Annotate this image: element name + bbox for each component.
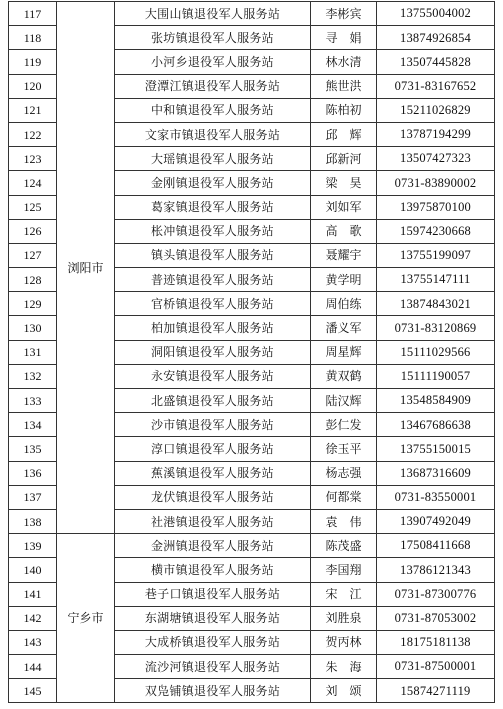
contact-phone: 15874271119 bbox=[377, 679, 495, 703]
row-number: 121 bbox=[9, 98, 57, 122]
row-number: 128 bbox=[9, 268, 57, 292]
station-name: 巷子口镇退役军人服务站 bbox=[115, 582, 311, 606]
contact-phone: 13548584909 bbox=[377, 389, 495, 413]
contact-phone: 13874843021 bbox=[377, 292, 495, 316]
area-cell: 浏阳市 bbox=[57, 2, 115, 534]
contact-person: 陈柏初 bbox=[311, 98, 377, 122]
station-name: 横市镇退役军人服务站 bbox=[115, 558, 311, 582]
contact-person: 熊世洪 bbox=[311, 74, 377, 98]
row-number: 137 bbox=[9, 485, 57, 509]
contact-phone: 0731-83167652 bbox=[377, 74, 495, 98]
contact-person: 徐玉平 bbox=[311, 437, 377, 461]
service-station-table bbox=[8, 1, 495, 703]
row-number: 140 bbox=[9, 558, 57, 582]
station-name: 金刚镇退役军人服务站 bbox=[115, 171, 311, 195]
contact-person: 杨志强 bbox=[311, 461, 377, 485]
row-number: 120 bbox=[9, 74, 57, 98]
station-name: 社港镇退役军人服务站 bbox=[115, 509, 311, 533]
contact-person: 梁 昊 bbox=[311, 171, 377, 195]
contact-person: 陆汉辉 bbox=[311, 389, 377, 413]
contact-person: 朱 海 bbox=[311, 655, 377, 679]
row-number: 134 bbox=[9, 413, 57, 437]
contact-phone: 15974230668 bbox=[377, 219, 495, 243]
row-number: 132 bbox=[9, 364, 57, 388]
contact-phone: 18175181138 bbox=[377, 630, 495, 654]
station-name: 东湖塘镇退役军人服务站 bbox=[115, 606, 311, 630]
row-number: 133 bbox=[9, 389, 57, 413]
contact-person: 邱 辉 bbox=[311, 122, 377, 146]
contact-phone: 0731-87300776 bbox=[377, 582, 495, 606]
station-name: 沙市镇退役军人服务站 bbox=[115, 413, 311, 437]
row-number: 142 bbox=[9, 606, 57, 630]
contact-phone: 13975870100 bbox=[377, 195, 495, 219]
contact-person: 宋 江 bbox=[311, 582, 377, 606]
contact-person: 寻 娟 bbox=[311, 26, 377, 50]
contact-phone: 0731-87500001 bbox=[377, 655, 495, 679]
station-name: 蕉溪镇退役军人服务站 bbox=[115, 461, 311, 485]
contact-phone: 13787194299 bbox=[377, 122, 495, 146]
row-number: 126 bbox=[9, 219, 57, 243]
row-number: 131 bbox=[9, 340, 57, 364]
station-name: 大围山镇退役军人服务站 bbox=[115, 2, 311, 26]
station-name: 洞阳镇退役军人服务站 bbox=[115, 340, 311, 364]
contact-phone: 13907492049 bbox=[377, 509, 495, 533]
station-name: 镇头镇退役军人服务站 bbox=[115, 243, 311, 267]
row-number: 130 bbox=[9, 316, 57, 340]
contact-phone: 13755150015 bbox=[377, 437, 495, 461]
station-name: 龙伏镇退役军人服务站 bbox=[115, 485, 311, 509]
contact-phone: 13874926854 bbox=[377, 26, 495, 50]
row-number: 117 bbox=[9, 2, 57, 26]
contact-phone: 15111029566 bbox=[377, 340, 495, 364]
row-number: 129 bbox=[9, 292, 57, 316]
station-name: 北盛镇退役军人服务站 bbox=[115, 389, 311, 413]
contact-phone: 0731-83550001 bbox=[377, 485, 495, 509]
contact-person: 周星辉 bbox=[311, 340, 377, 364]
contact-phone: 0731-87053002 bbox=[377, 606, 495, 630]
station-name: 双凫铺镇退役军人服务站 bbox=[115, 679, 311, 703]
contact-person: 高 歌 bbox=[311, 219, 377, 243]
contact-person: 陈茂盛 bbox=[311, 534, 377, 558]
row-number: 145 bbox=[9, 679, 57, 703]
row-number: 139 bbox=[9, 534, 57, 558]
area-cell: 宁乡市 bbox=[57, 534, 115, 703]
station-name: 文家市镇退役军人服务站 bbox=[115, 122, 311, 146]
station-name: 官桥镇退役军人服务站 bbox=[115, 292, 311, 316]
row-number: 127 bbox=[9, 243, 57, 267]
row-number: 135 bbox=[9, 437, 57, 461]
row-number: 124 bbox=[9, 171, 57, 195]
contact-person: 黄双鹤 bbox=[311, 364, 377, 388]
row-number: 143 bbox=[9, 630, 57, 654]
contact-person: 周伯练 bbox=[311, 292, 377, 316]
contact-phone: 13755147111 bbox=[377, 268, 495, 292]
contact-person: 刘如军 bbox=[311, 195, 377, 219]
table-row bbox=[9, 534, 495, 558]
table-row bbox=[9, 2, 495, 26]
table-body bbox=[9, 2, 495, 703]
contact-phone: 13786121343 bbox=[377, 558, 495, 582]
station-name: 小河乡退役军人服务站 bbox=[115, 50, 311, 74]
contact-phone: 17508411668 bbox=[377, 534, 495, 558]
contact-phone: 13755004002 bbox=[377, 2, 495, 26]
contact-phone: 0731-83120869 bbox=[377, 316, 495, 340]
row-number: 122 bbox=[9, 122, 57, 146]
station-name: 张坊镇退役军人服务站 bbox=[115, 26, 311, 50]
contact-person: 刘 颂 bbox=[311, 679, 377, 703]
row-number: 141 bbox=[9, 582, 57, 606]
contact-person: 刘胜泉 bbox=[311, 606, 377, 630]
contact-phone: 0731-83890002 bbox=[377, 171, 495, 195]
contact-phone: 13467686638 bbox=[377, 413, 495, 437]
contact-person: 何都棠 bbox=[311, 485, 377, 509]
contact-person: 邱新河 bbox=[311, 147, 377, 171]
station-name: 大成桥镇退役军人服务站 bbox=[115, 630, 311, 654]
station-name: 淳口镇退役军人服务站 bbox=[115, 437, 311, 461]
row-number: 123 bbox=[9, 147, 57, 171]
contact-person: 彭仁发 bbox=[311, 413, 377, 437]
station-name: 澄潭江镇退役军人服务站 bbox=[115, 74, 311, 98]
contact-phone: 15111190057 bbox=[377, 364, 495, 388]
station-name: 金洲镇退役军人服务站 bbox=[115, 534, 311, 558]
contact-phone: 13687316609 bbox=[377, 461, 495, 485]
contact-phone: 13755199097 bbox=[377, 243, 495, 267]
contact-person: 潘义军 bbox=[311, 316, 377, 340]
station-name: 柏加镇退役军人服务站 bbox=[115, 316, 311, 340]
station-name: 永安镇退役军人服务站 bbox=[115, 364, 311, 388]
station-name: 中和镇退役军人服务站 bbox=[115, 98, 311, 122]
contact-person: 袁 伟 bbox=[311, 509, 377, 533]
station-name: 大瑶镇退役军人服务站 bbox=[115, 147, 311, 171]
row-number: 118 bbox=[9, 26, 57, 50]
contact-person: 贺丙林 bbox=[311, 630, 377, 654]
row-number: 125 bbox=[9, 195, 57, 219]
station-name: 普迹镇退役军人服务站 bbox=[115, 268, 311, 292]
contact-phone: 13507427323 bbox=[377, 147, 495, 171]
row-number: 144 bbox=[9, 655, 57, 679]
contact-person: 聂耀宇 bbox=[311, 243, 377, 267]
station-name: 枨冲镇退役军人服务站 bbox=[115, 219, 311, 243]
contact-person: 黄学明 bbox=[311, 268, 377, 292]
contact-person: 李国翔 bbox=[311, 558, 377, 582]
row-number: 136 bbox=[9, 461, 57, 485]
contact-phone: 13507445828 bbox=[377, 50, 495, 74]
row-number: 138 bbox=[9, 509, 57, 533]
station-name: 葛家镇退役军人服务站 bbox=[115, 195, 311, 219]
station-name: 流沙河镇退役军人服务站 bbox=[115, 655, 311, 679]
contact-phone: 15211026829 bbox=[377, 98, 495, 122]
contact-person: 林水清 bbox=[311, 50, 377, 74]
row-number: 119 bbox=[9, 50, 57, 74]
contact-person: 李彬宾 bbox=[311, 2, 377, 26]
